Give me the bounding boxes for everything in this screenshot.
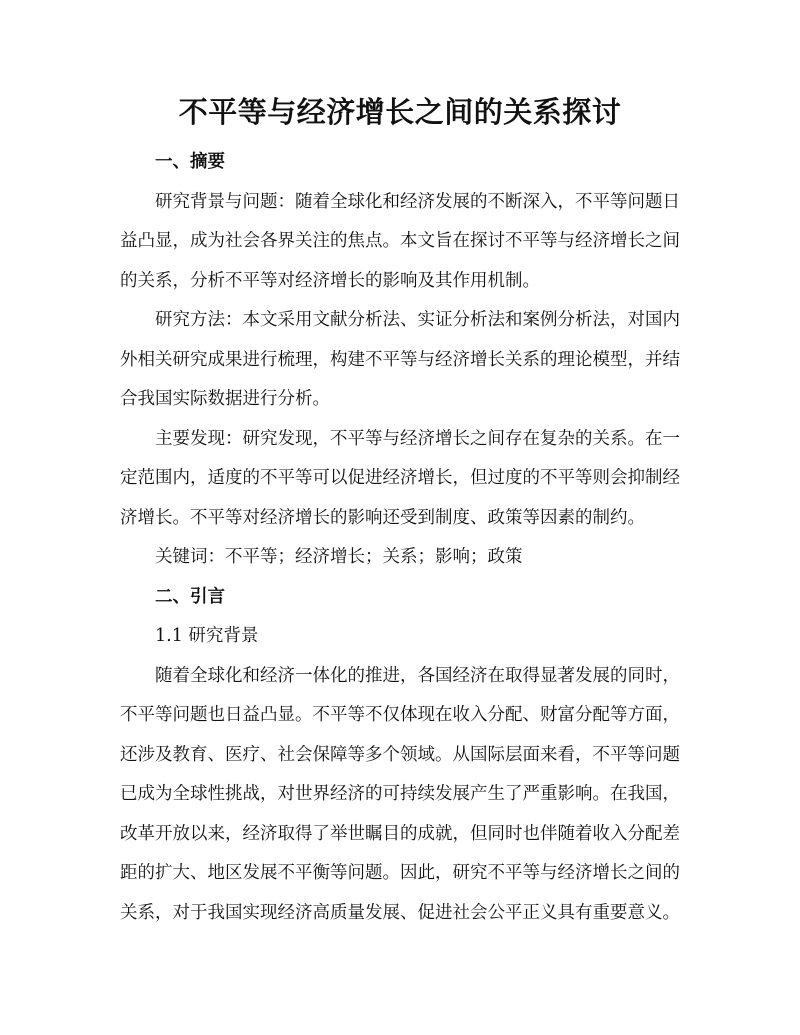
abstract-background-paragraph: 研究背景与问题：随着全球化和经济发展的不断深入，不平等问题日益凸显，成为社会各界关注的焦点。本文旨在探讨不平等与经济增长之间的关系，分析不平等对经济增长的影响及其作用机制。: [120, 191, 680, 291]
document-title: 不平等与经济增长之间的关系探讨: [178, 95, 622, 129]
abstract-keywords: 关键词：不平等；经济增长；关系；影响；政策: [155, 547, 523, 567]
abstract-findings-paragraph: 主要发现：研究发现，不平等与经济增长之间存在复杂的关系。在一定范围内，适度的不平等可以促进经济增长，但过度的不平等则会抑制经济增长。不平等对经济增长的影响还受到制度、政策等因素的制约。: [120, 428, 680, 528]
abstract-methods-paragraph: 研究方法：本文采用文献分析法、实证分析法和案例分析法，对国内外相关研究成果进行梳理，构建不平等与经济增长关系的理论模型，并结合我国实际数据进行分析。: [120, 310, 680, 409]
section-heading-abstract: 一、摘要: [155, 152, 225, 172]
document-body: [120, 143, 680, 933]
section-heading-introduction: 二、引言: [155, 586, 225, 607]
introduction-background-paragraph: 随着全球化和经济一体化的推进，各国经济在取得显著发展的同时，不平等问题也日益凸显。不平等不仅体现在收入分配、财富分配等方面，还涉及教育、医疗、社会保障等多个领域。从国际层面来看，不平等问题已成为全球性挑战，对世界经济的可持续发展产生了严重影响。在我国，改革开放以来，经济取得了举世瞩目的成就，但同时也伴随着收入分配差距的扩大、地区发展不平衡等问题。因此，研究不平等与经济增长之间的关系，对于我国实现经济高质量发展、促进社会公平正义具有重要意义。: [120, 665, 680, 923]
subsection-heading-background: 1.1 研究背景: [155, 626, 259, 646]
